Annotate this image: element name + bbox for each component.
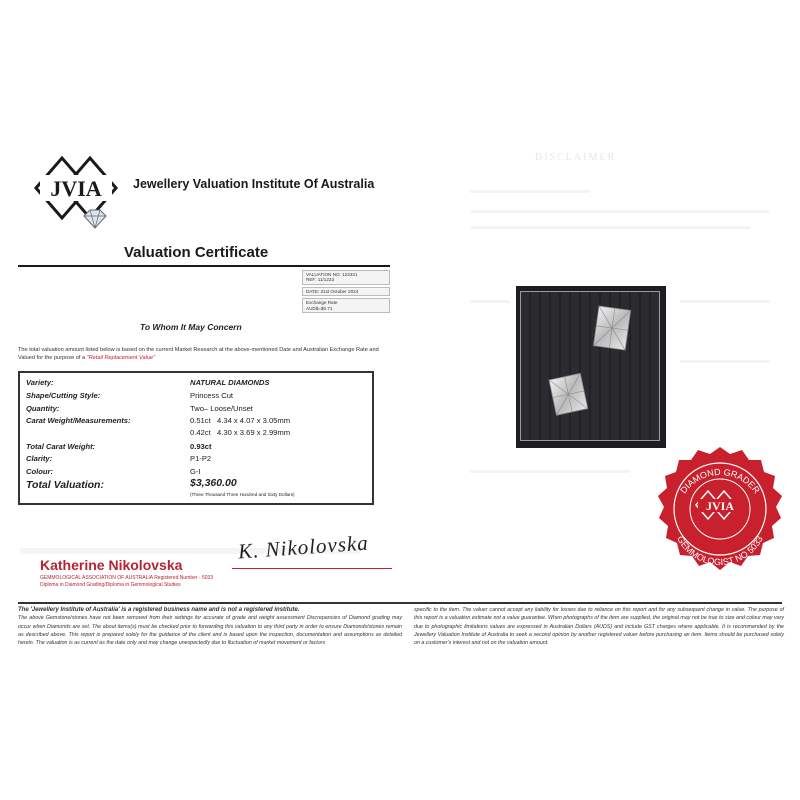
- intro-paragraph: [18, 347, 393, 362]
- institute-name: Jewellery Valuation Institute Of Australia: [133, 177, 375, 191]
- diamond-grader-seal: [650, 445, 790, 585]
- ghost-line: [680, 300, 770, 303]
- reverse-side-ghost-title: DISCLAIMER: [535, 152, 617, 163]
- disclaimer-left: [18, 606, 402, 647]
- ghost-line: [470, 300, 510, 303]
- date-cell: [302, 287, 390, 296]
- diploma-text: Diploma in Diamond Grading/Diploma in Gemmological Studies: [40, 582, 181, 588]
- seal-top-text: DIAMOND GRADER: [678, 466, 762, 496]
- total-valuation-value: $3,360.00: [190, 477, 237, 489]
- carat-measure-1: 0.51ct 4.34 x 4.07 x 3.05mm: [190, 416, 291, 425]
- ghost-line: [470, 470, 630, 473]
- quantity-value: Two– Loose/Unset: [190, 404, 253, 413]
- variety-label: Variety:: [26, 378, 54, 387]
- clarity-value: P1-P2: [190, 454, 212, 463]
- total-carat-value: 0.93ct: [190, 442, 212, 451]
- carat-label: Carat Weight/Measurements:: [26, 416, 131, 425]
- handwritten-signature: K. Nikolovska: [237, 530, 370, 564]
- certificate-title: Valuation Certificate: [124, 244, 269, 261]
- variety-value: NATURAL DIAMONDS: [190, 378, 270, 387]
- princess-cut-diamonds: [521, 292, 661, 442]
- seal-center-text: JVIA: [705, 499, 735, 513]
- total-valuation-label: Total Valuation:: [26, 479, 104, 491]
- disclaimer-heading: The 'Jewellery Institute of Australia' is a registered business name and is not a registered institute.: [18, 607, 300, 613]
- ghost-line: [470, 210, 770, 213]
- signature-line: [232, 568, 392, 569]
- disclaimer-right: specific to the item. The valuer cannot accept any liability for losses due to reliance on this report and for any subsequent change in value. The purpose of this report is a valuation estimate not a value guarantee. When photographs of the item are supplied, the original may not be true to size and colour may vary due to photographic limitations values are expressed in Australian Dollars (AUDS) and include GST charges where applicable. It is recommended by the Jewellery Valuation Institute of Australia to seek a second opinion by another registered valuer before purchasing an item. Items should be purchased solely on a customer's interest and not on the valuation amount.: [414, 607, 784, 647]
- valuer-credentials: [40, 575, 213, 589]
- title-divider: [18, 265, 390, 267]
- jvia-logo: [28, 148, 124, 244]
- exchange-rate-value: AUD$=$0.71: [306, 305, 333, 311]
- total-valuation-words: (Three Thousand Three Hundred and Sixty Dollars): [190, 492, 295, 497]
- clarity-label: Clarity:: [26, 454, 53, 463]
- seal-bottom-text: GEMMOLOGIST NO 5033: [675, 534, 765, 568]
- photo-background: [520, 291, 660, 441]
- logo-text: JVIA: [50, 176, 102, 201]
- exchange-cell: [302, 298, 390, 313]
- intro-text: The total valuation amount listed below is based on the current Market Research at the above-mentioned Date and Australian Exchange Rate and Valued for the purpose of a: [18, 347, 379, 361]
- registration-number: GEMMOLOGICAL ASSOCIATION OF AUSTRALIA Registered Number - 5033: [40, 575, 214, 581]
- valuer-name: Katherine Nikolovska: [40, 557, 183, 573]
- colour-value: G-I: [190, 467, 201, 476]
- colour-label: Colour:: [26, 467, 53, 476]
- diamond-icon: [549, 373, 588, 415]
- valuation-ref-cell: [302, 270, 390, 285]
- valuation-number: VALUATION NO: 123331: [306, 272, 358, 277]
- ghost-line: [470, 226, 750, 229]
- salutation: To Whom It May Concern: [140, 322, 242, 332]
- diamond-details-table: [18, 371, 374, 505]
- ghost-line: [470, 190, 590, 193]
- total-carat-label: Total Carat Weight:: [26, 442, 96, 451]
- exchange-rate-label: Exchange Rate: [306, 300, 338, 306]
- carat-measure-2: 0.42ct 4.30 x 3.69 x 2.99mm: [190, 428, 291, 437]
- shape-label: Shape/Cutting Style:: [26, 391, 101, 400]
- diamond-icon: [593, 306, 630, 350]
- shape-value: Princess Cut: [190, 391, 234, 400]
- footer-divider: [18, 602, 782, 604]
- disclaimer-left-text: The above Gemstone/stones have not been removed from their settings for accurate of grade and weight assessment Discrepancies of Diamond grading may occur when Diamonds are set. The about items(s) must be checked prior to forwarding this valuation to any third party in order to ensure Diamonds/stones remain as described above. This report is prepared solely for the guidance of the client and is based upon the inspection, documentation and assumptions as detailed herein. The valuation is as current as the date only and may change unexpectedly due to fluctuation of market movement or factors: [18, 615, 402, 647]
- reference-number: REF: 11/1233: [306, 277, 335, 283]
- valuation-info-box: [302, 270, 390, 315]
- quantity-label: Quantity:: [26, 404, 60, 413]
- valuation-purpose: "Retail Replacement Value": [86, 354, 156, 361]
- valuation-date: DATE: 31st October 2024: [306, 288, 359, 294]
- ghost-line: [680, 360, 770, 363]
- diamond-photo: [516, 286, 666, 448]
